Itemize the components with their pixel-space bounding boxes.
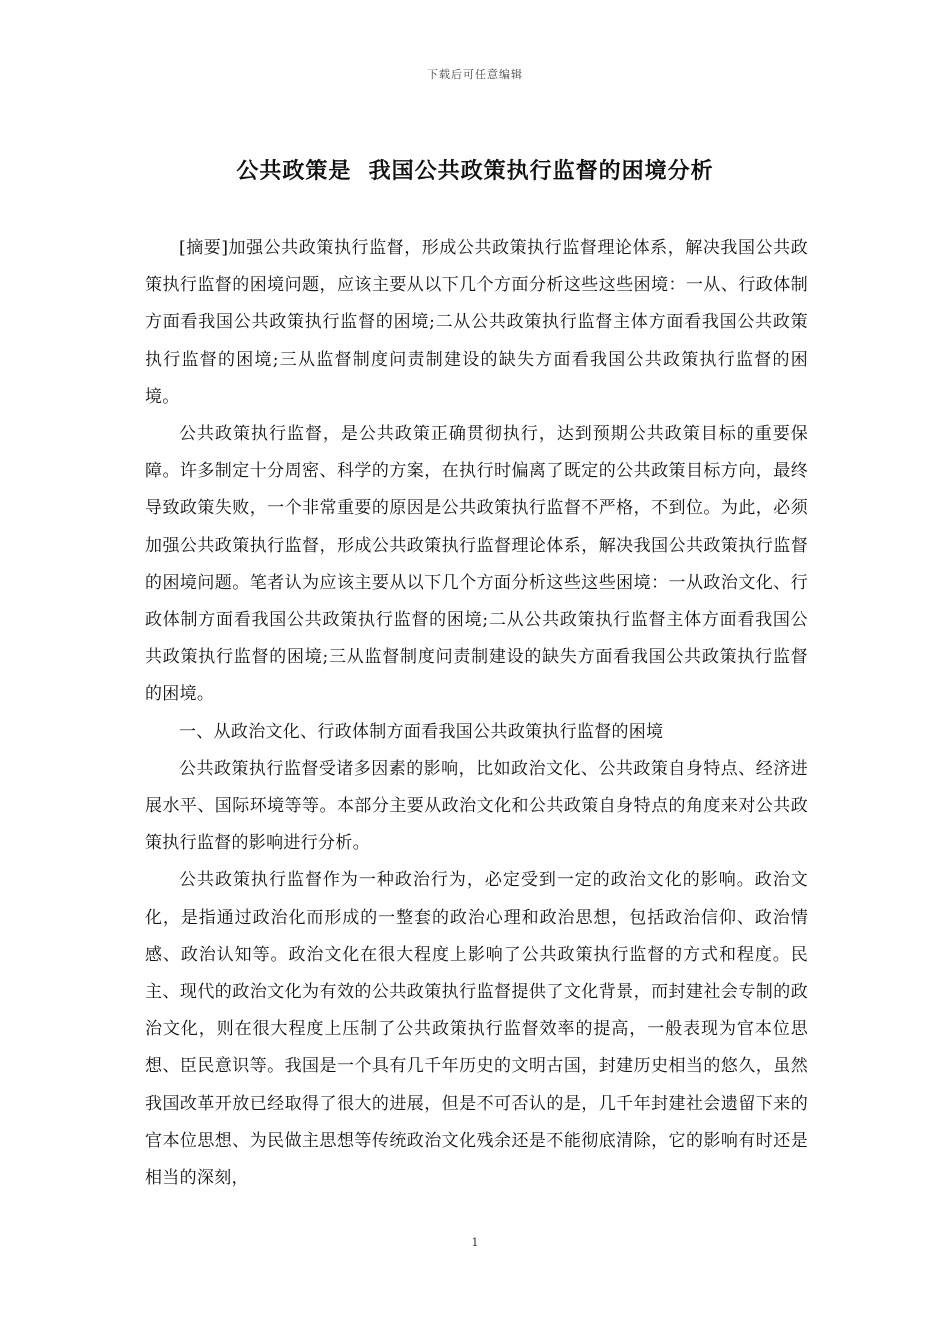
header-note: 下载后可任意编辑 [427,68,523,81]
body-paragraph: 公共政策执行监督作为一种政治行为，必定受到一定的政治文化的影响。政治文化，是指通过政治化而形成的一整套的政治心理和政治思想，包括政治信仰、政治情感、政治认知等。政治文化在很大程度上影响了公共政策执行监督的方式和程度。民主、现代的政治文化为有效的公共政策执行监督提供了文化背景，而封建社会专制的政治文化，则在很大程度上压制了公共政策执行监督效率的提高，一般表现为官本位思想、臣民意识等。我国是一个具有几千年历史的文明古国，封建历史相当的悠久，虽然我国改革开放已经取得了很大的进展，但是不可否认的是，几千年封建社会遗留下来的官本位思想、为民做主思想等传统政治文化残余还是不能彻底清除，它的影响有时还是相当的深刻， [145,870,808,1189]
intro-paragraph: 公共政策执行监督，是公共政策正确贯彻执行，达到预期公共政策目标的重要保障。许多制定十分周密、科学的方案，在执行时偏离了既定的公共政策目标方向，最终导致政策失败，一个非常重要的原因是公共政策执行监督不严格，不到位。为此，必须加强公共政策执行监督，形成公共政策执行监督理论体系，解决我国公共政策执行监督的困境问题。笔者认为应该主要从以下几个方面分析这些这些困境：一从政治文化、行政体制方面看我国公共政策执行监督的困境;二从公共政策执行监督主体方面看我国公共政策执行监督的困境;三从监督制度问责制建设的缺失方面看我国公共政策执行监督的困境。 [145,424,808,705]
body-paragraph: 公共政策执行监督受诸多因素的影响，比如政治文化、公共政策自身特点、经济进展水平、国际环境等等。本部分主要从政治文化和公共政策自身特点的角度来对公共政策执行监督的影响进行分析。 [145,758,808,854]
abstract-paragraph: [摘要]加强公共政策执行监督，形成公共政策执行监督理论体系，解决我国公共政策执行监督的困境问题，应该主要从以下几个方面分析这些这些困境：一从、行政体制方面看我国公共政策执行监督的困境;二从公共政策执行监督主体方面看我国公共政策执行监督的困境;三从监督制度问责制建设的缺失方面看我国公共政策执行监督的困境。 [145,238,808,407]
section-heading: 一、从政治文化、行政体制方面看我国公共政策执行监督的困境 [179,721,664,742]
page-number: 1 [471,1236,479,1249]
document-title: 公共政策是 我国公共政策执行监督的困境分析 [236,159,714,184]
document-body [145,230,808,1197]
